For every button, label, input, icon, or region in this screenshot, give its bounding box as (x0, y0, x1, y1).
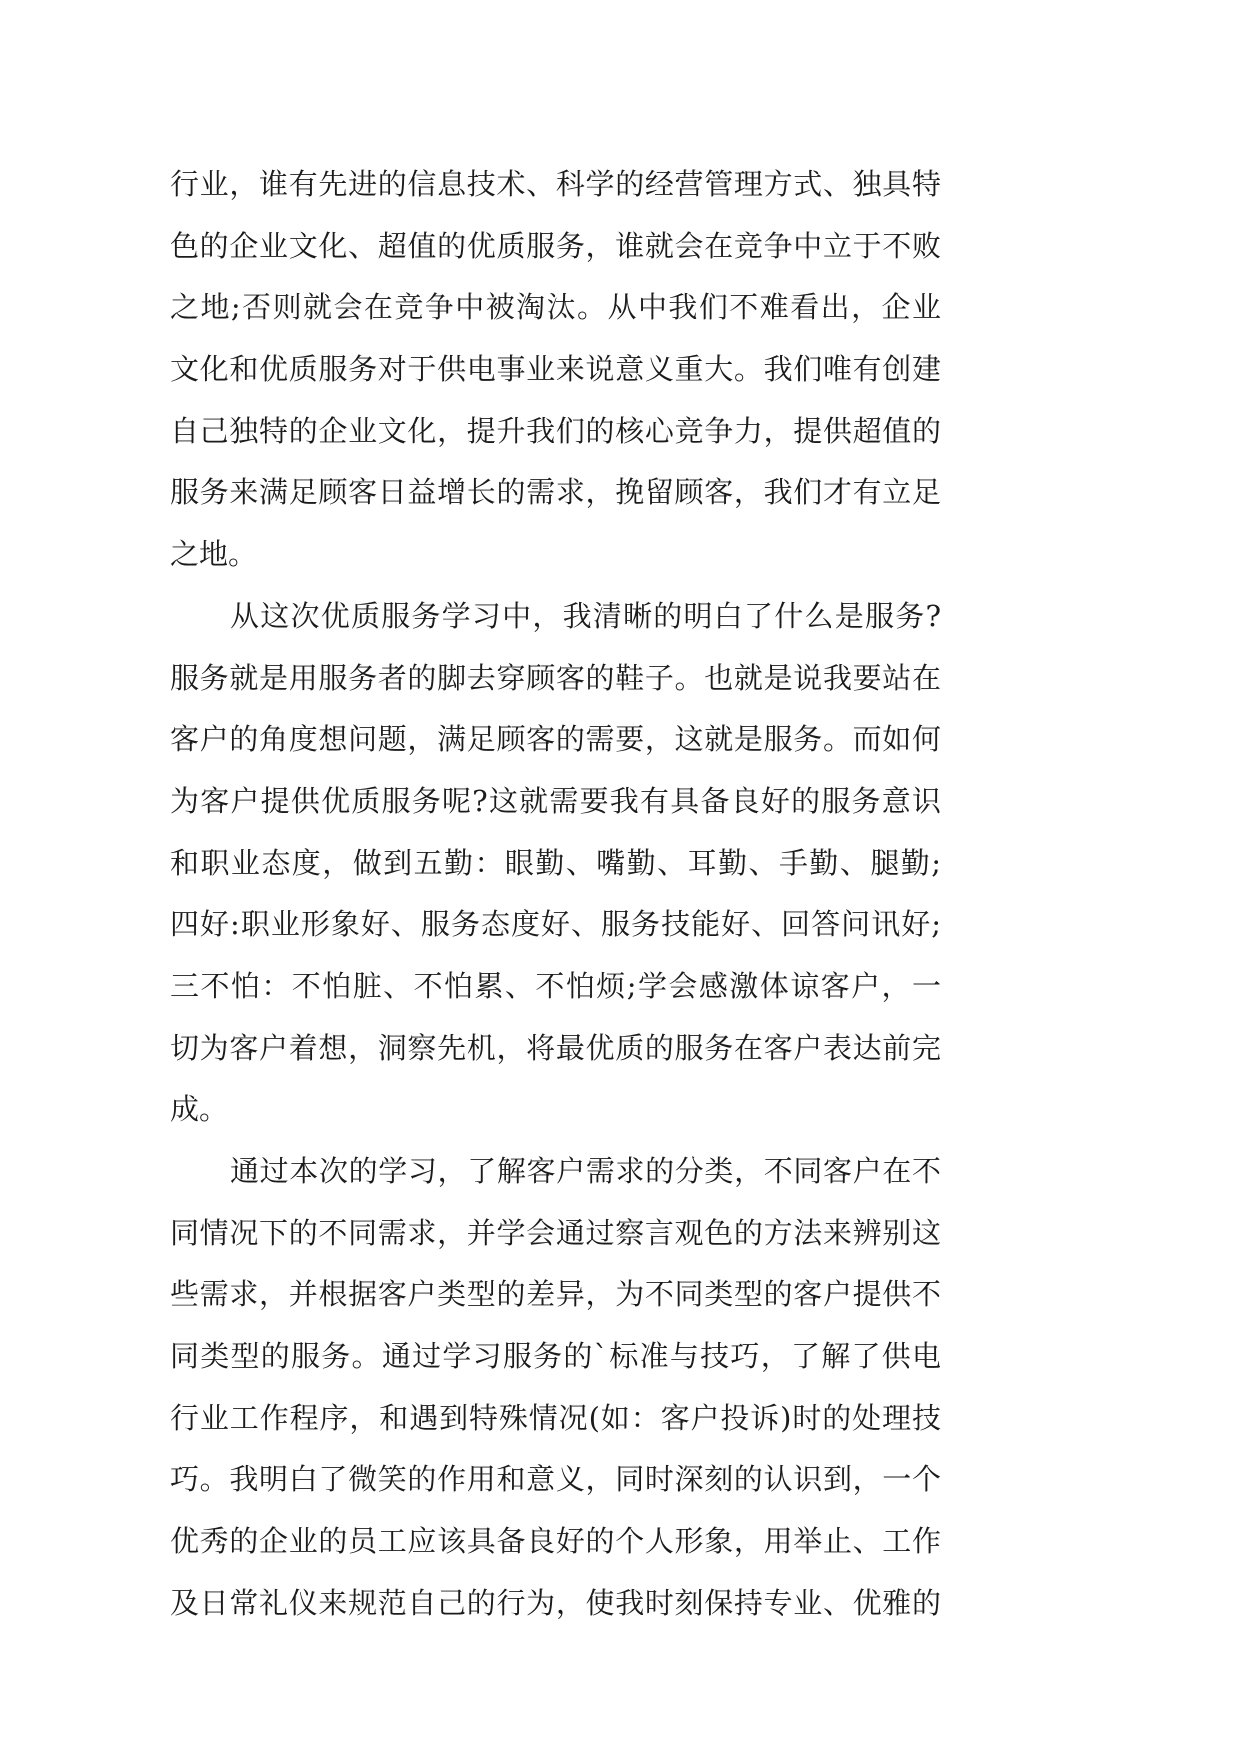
paragraph (170, 154, 941, 586)
text-line: 客户的角度想问题，满足顾客的需要，这就是服务。而如何 (170, 722, 941, 757)
text-line: 服务来满足顾客日益增长的需求，挽留顾客，我们才有立足 (170, 475, 941, 510)
text-line: 自己独特的企业文化，提升我们的核心竞争力，提供超值的 (170, 413, 941, 448)
text-line: 之地。 (170, 537, 258, 572)
text-line: 四好:职业形象好、服务态度好、服务技能好、回答问讯好; (170, 907, 941, 942)
text-line: 为客户提供优质服务呢?这就需要我有具备良好的服务意识 (170, 783, 941, 818)
text-line: 文化和优质服务对于供电事业来说意义重大。我们唯有创建 (170, 352, 941, 387)
text-line: 通过本次的学习，了解客户需求的分类，不同客户在不 (230, 1154, 941, 1188)
text-line: 同类型的服务。通过学习服务的`标准与技巧，了解了供电 (170, 1339, 941, 1374)
paragraph (170, 1141, 941, 1635)
text-line: 从这次优质服务学习中，我清晰的明白了什么是服务? (230, 598, 941, 633)
text-line: 服务就是用服务者的脚去穿顾客的鞋子。也就是说我要站在 (170, 660, 941, 695)
text-line: 同情况下的不同需求，并学会通过察言观色的方法来辨别这 (170, 1215, 941, 1250)
text-line: 之地;否则就会在竞争中被淘汰。从中我们不难看出，企业 (170, 290, 941, 325)
text-line: 成。 (170, 1092, 229, 1127)
paragraph (170, 586, 941, 1141)
text-line: 及日常礼仪来规范自己的行为，使我时刻保持专业、优雅的 (170, 1585, 941, 1620)
text-line: 些需求，并根据客户类型的差异，为不同类型的客户提供不 (170, 1277, 941, 1312)
text-line: 行业工作程序，和遇到特殊情况(如：客户投诉)时的处理技 (170, 1400, 941, 1435)
document-body (170, 154, 941, 1635)
text-line: 行业，谁有先进的信息技术、科学的经营管理方式、独具特 (170, 167, 941, 201)
text-line: 巧。我明白了微笑的作用和意义，同时深刻的认识到，一个 (170, 1462, 941, 1497)
text-line: 优秀的企业的员工应该具备良好的个人形象，用举止、工作 (170, 1524, 941, 1559)
text-line: 和职业态度，做到五勤：眼勤、嘴勤、耳勤、手勤、腿勤; (170, 845, 941, 880)
text-line: 色的企业文化、超值的优质服务，谁就会在竞争中立于不败 (170, 228, 941, 263)
text-line: 切为客户着想，洞察先机，将最优质的服务在客户表达前完 (170, 1030, 941, 1065)
text-line: 三不怕：不怕脏、不怕累、不怕烦;学会感激体谅客户，一 (170, 968, 941, 1003)
